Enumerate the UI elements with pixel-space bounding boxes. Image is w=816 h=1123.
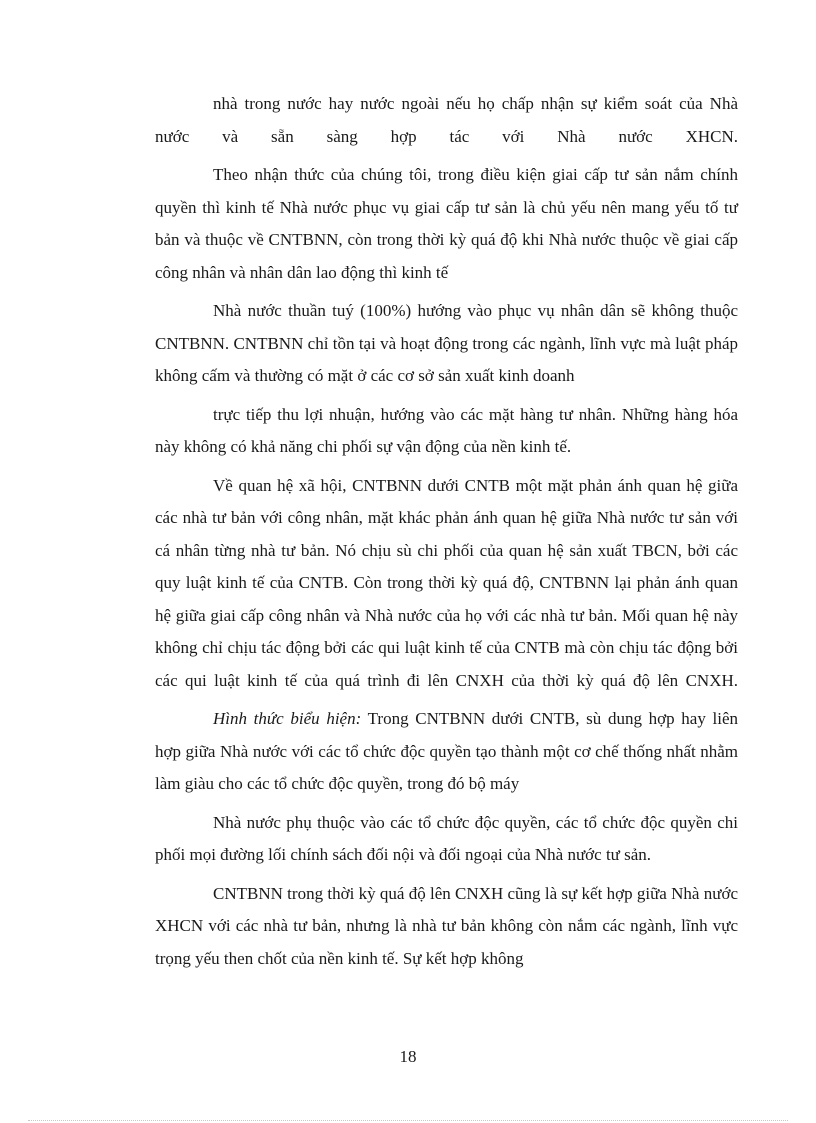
paragraph-7: Nhà nước phụ thuộc vào các tổ chức độc quyền, các tổ chức độc quyền chi phối mọi đường lối chính sách đối nội và đối ngoại của Nhà nước tư sản.	[155, 812, 738, 864]
paragraph-5: Về quan hệ xã hội, CNTBNN dưới CNTB một mặt phản ánh quan hệ giữa các nhà tư bản với công nhân, mặt khác phản ánh quan hệ giữa Nhà nước tư sản với cá nhân từng nhà tư bản. Nó chịu sù chi phối của quan hệ sản xuất TBCN, bởi các quy luật kinh tế của CNTB. Còn trong thời kỳ quá độ, CNTBNN lại phản ánh quan hệ giữa giai cấp công nhân và Nhà nước của họ với các nhà tư bản. Mối quan hệ này không chỉ chịu tác động bởi các qui luật kinh tế của CNTB mà còn chịu tác động bởi các qui luật kinh tế của quá trình đi lên CNXH của thời kỳ quá độ lên CNXH.	[155, 475, 738, 690]
paragraph-1: nhà trong nước hay nước ngoài nếu họ chấp nhận sự kiểm soát của Nhà nước và sẵn sàng hợp tác với Nhà nước XHCN.	[155, 94, 738, 146]
paragraph-2: Theo nhận thức của chúng tôi, trong điều kiện giai cấp tư sản nắm chính quyền thì kinh tế Nhà nước phục vụ giai cấp tư sản là chủ yếu nên mang yếu tố tư bản và thuộc về CNTBNN, còn trong thời kỳ quá độ khi Nhà nước thuộc về giai cấp công nhân và nhân dân lao động thì kinh tế	[155, 165, 738, 282]
page-bottom-divider	[28, 1120, 788, 1121]
body-text	[155, 88, 738, 975]
page-number: 18	[399, 1047, 417, 1066]
paragraph-6-body: Trong CNTBNN dưới CNTB, sù dung hợp hay liên hợp giữa Nhà nước với các tổ chức độc quyền tạo thành một cơ chế thống nhất nhằm làm giàu cho các tổ chức độc quyền, trong đó bộ máy	[155, 709, 738, 793]
paragraph-6	[155, 703, 738, 801]
paragraph-3: Nhà nước thuần tuý (100%) hướng vào phục vụ nhân dân sẽ không thuộc CNTBNN. CNTBNN chỉ tồn tại và hoạt động trong các ngành, lĩnh vực mà luật pháp không cấm và thường có mặt ở các cơ sở sản xuất kinh doanh	[155, 301, 738, 385]
paragraph-6-lead-in: Hình thức biểu hiện:	[213, 709, 362, 728]
paragraph-8: CNTBNN trong thời kỳ quá độ lên CNXH cũng là sự kết hợp giữa Nhà nước XHCN với các nhà tư bản, nhưng là nhà tư bản không còn nắm các ngành, lĩnh vực trọng yếu then chốt của nền kinh tế. Sự kết hợp không	[155, 883, 738, 968]
paragraph-4: trực tiếp thu lợi nhuận, hướng vào các mặt hàng tư nhân. Những hàng hóa này không có khả năng chi phối sự vận động của nền kinh tế.	[155, 404, 738, 456]
